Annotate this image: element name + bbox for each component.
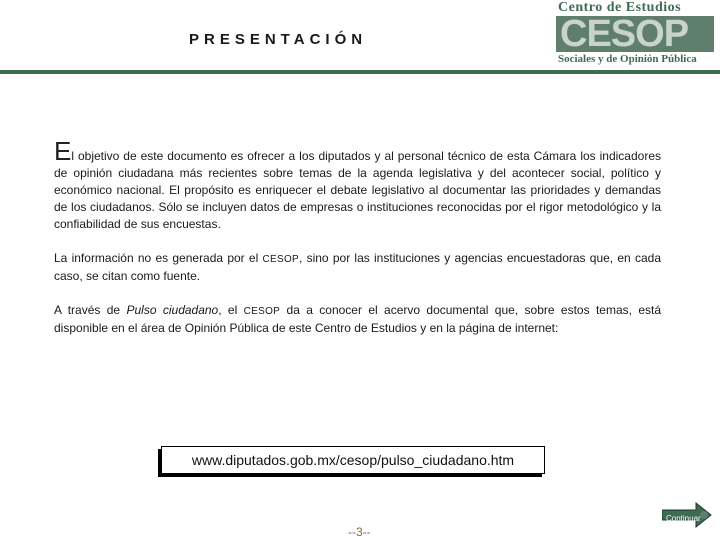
header-divider: [0, 70, 720, 74]
logo-mark-text: CESOP: [560, 13, 689, 55]
cesop-acronym: CESOP: [262, 254, 300, 265]
publication-title: Pulso ciudadano: [126, 303, 219, 317]
logo-top-text: Centro de Estudios: [558, 0, 682, 15]
paragraph-source-text-b: , sino por las instituciones y agencias encuestadoras que, en cada caso, se citan como fuente.: [54, 251, 661, 283]
logo-bottom-text: Sociales y de Opinión Pública: [558, 53, 697, 65]
page-title: PRESENTACIÓN: [189, 31, 368, 48]
paragraph-pulso-text-c: da a conocer el acervo documental que, sobre estos temas, está disponible en el área de Opinión Pública de este Centro de Estudios y en la página de internet:: [54, 303, 662, 335]
continue-button[interactable]: [662, 502, 712, 528]
paragraph-pulso: [54, 302, 661, 337]
website-link[interactable]: www.diputados.gob.mx/cesop/pulso_ciudadano.htm: [161, 446, 545, 474]
continue-label: Continuar: [666, 514, 701, 523]
paragraph-objective-text: l objetivo de este documento es ofrecer a los diputados y al personal técnico de esta Cámara los indicadores de opinión ciudadana más recientes sobre temas de la agenda legislativa y del acontecer social, político y económico nacional. El propósito es enriquecer el debate legislativo al documentar las prioridades y demandas de los ciudadanos. Sólo se incluyen datos de empresas o instituciones reconocidas por el rigor metodológico y la confiabilidad de sus encuestas.: [54, 149, 661, 231]
presentation-text: [54, 136, 662, 354]
cesop-acronym: CESOP: [243, 306, 281, 317]
paragraph-objective: [54, 136, 661, 233]
cesop-logo: [556, 0, 716, 70]
paragraph-pulso-text-b: , el: [218, 303, 244, 317]
paragraph-source: [54, 250, 661, 285]
paragraph-pulso-text-a: A través de: [54, 303, 127, 317]
drop-cap: E: [54, 136, 72, 166]
page-number: --3--: [348, 525, 371, 539]
paragraph-source-text-a: La información no es generada por el: [54, 251, 263, 265]
